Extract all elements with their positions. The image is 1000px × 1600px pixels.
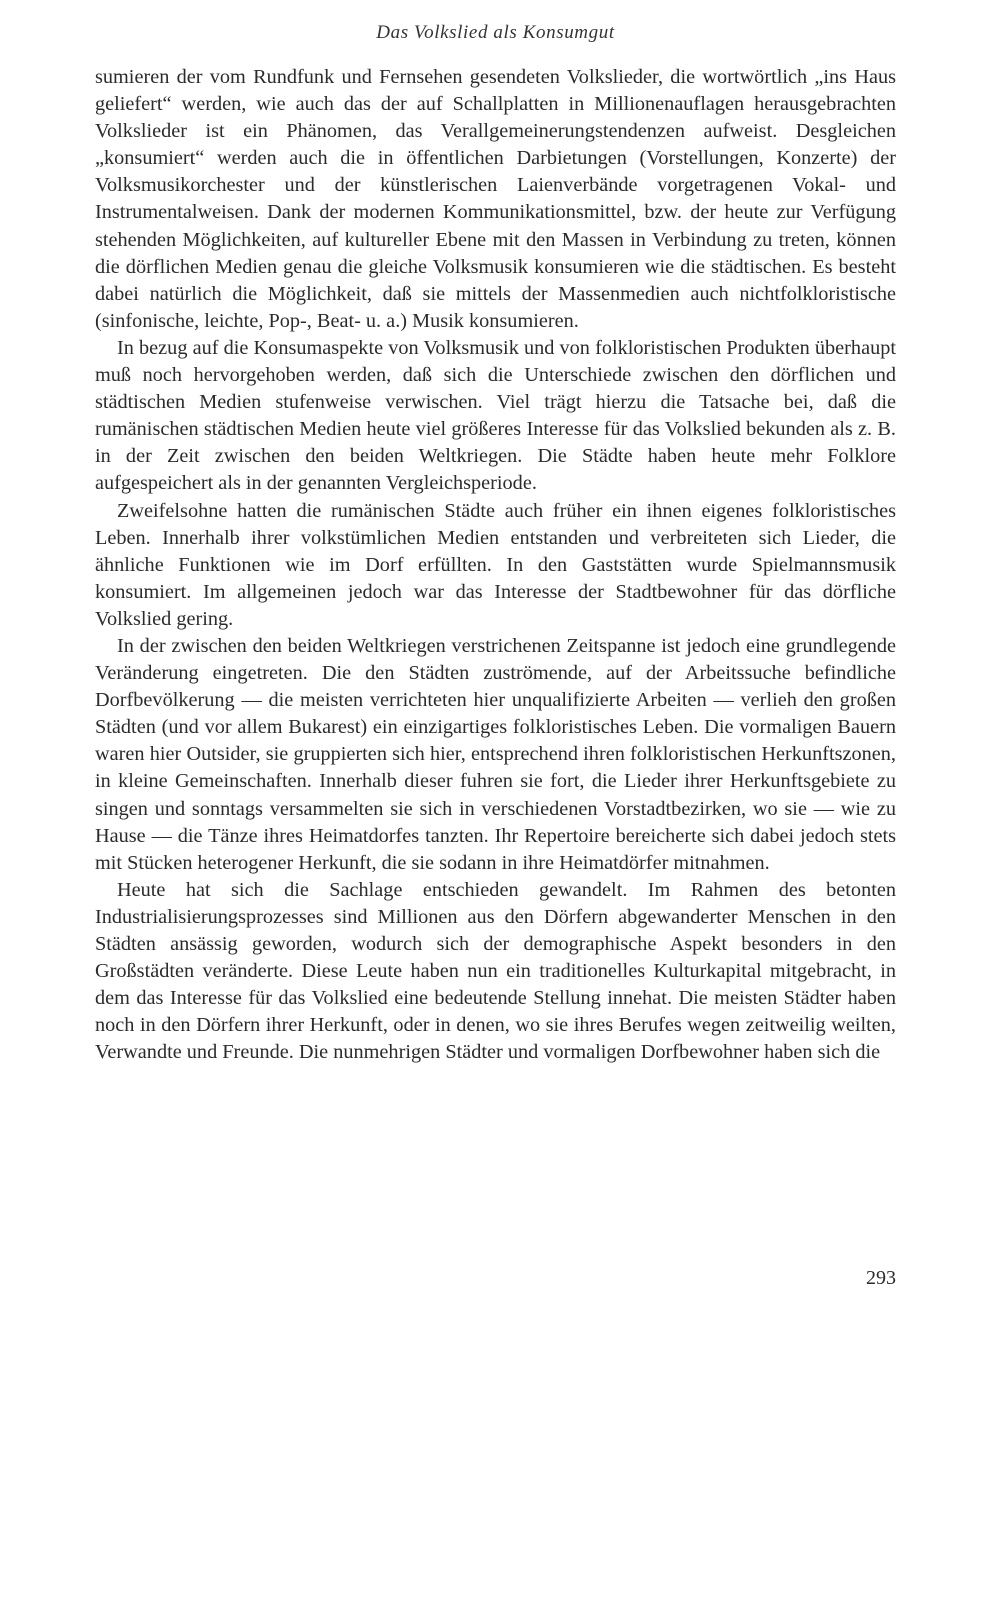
page-number: 293 — [866, 1267, 896, 1289]
body-text — [95, 64, 896, 1066]
running-head: Das Volkslied als Konsumgut — [376, 22, 615, 43]
paragraph: Heute hat sich die Sachlage entschieden gewandelt. Im Rahmen des betonten Industrialisierungsprozesses sind Millionen aus den Dörfern abgewanderter Menschen in den Städten ansässig geworden, wodurch sich der demographische Aspekt besonders in den Großstädten veränderte. Diese Leute haben nun ein traditionelles Kulturkapital mitgebracht, in dem das Interesse für das Volkslied eine bedeutende Stellung innehat. Die meisten Städter haben noch in den Dörfern ihrer Herkunft, oder in denen, wo sie ihres Berufes wegen zeitweilig weilten, Verwandte und Freunde. Die nunmehrigen Städter und vormaligen Dorfbewohner haben sich die — [95, 878, 896, 1064]
paragraph: In bezug auf die Konsumaspekte von Volksmusik und von folkloristischen Produkten überhaupt muß noch hervorgehoben werden, daß sich die Unterschiede zwischen den dörflichen und städtischen Medien stufenweise verwischen. Viel trägt hierzu die Tatsache bei, daß die rumänischen städtischen Medien heute viel größeres Interesse für das Volkslied bekunden als z. B. in der Zeit zwischen den beiden Weltkriegen. Die Städte haben heute mehr Folklore aufgespeichert als in der genannten Vergleichsperiode. — [95, 336, 896, 495]
book-page — [95, 0, 896, 1600]
paragraph: Zweifelsohne hatten die rumänischen Städte auch früher ein ihnen eigenes folkloristisches Leben. Innerhalb ihrer volkstümlichen Medien entstanden und verbreiteten sich Lieder, die ähnliche Funktionen wie im Dorf erfüllten. In den Gaststätten wurde Spielmannsmusik konsumiert. Im allgemeinen jedoch war das Interesse der Stadtbewohner für das dörfliche Volkslied gering. — [95, 499, 896, 630]
paragraph: In der zwischen den beiden Weltkriegen verstrichenen Zeitspanne ist jedoch eine grundlegende Veränderung eingetreten. Die den Städten zuströmende, auf der Arbeitssuche befindliche Dorfbevölkerung — die meisten verrichteten hier unqualifizierte Arbeiten — verlieh den großen Städten (und vor allem Bukarest) ein einzigartiges folkloristisches Leben. Die vormaligen Bauern waren hier Outsider, sie gruppierten sich hier, entsprechend ihren folkloristischen Herkunftszonen, in kleine Gemeinschaften. Innerhalb dieser fuhren sie fort, die Lieder ihrer Herkunftsgebiete zu singen und sonntags versammelten sie sich in verschiedenen Vorstadtbezirken, wo sie — wie zu Hause — die Tänze ihres Heimatdorfes tanzten. Ihr Repertoire bereicherte sich dabei jedoch stets mit Stücken heterogener Herkunft, die sie sodann in ihre Heimatdörfer mitnahmen. — [95, 634, 896, 874]
paragraph: sumieren der vom Rundfunk und Fernsehen gesendeten Volkslieder, die wortwörtlich „ins Haus geliefert“ werden, wie auch das der auf Schallplatten in Millionenauflagen herausgebrachten Volkslieder ist ein Phänomen, das Verallgemeinerungstendenzen aufweist. Desgleichen „konsumiert“ werden auch die in öffentlichen Darbietungen (Vorstellungen, Konzerte) der Volksmusikorchester und der künstlerischen Laienverbände vorgetragenen Vokal- und Instrumentalweisen. Dank der modernen Kommunikationsmittel, bzw. der heute zur Verfügung stehenden Möglichkeiten, auf kultureller Ebene mit den Massen in Verbindung zu treten, können die dörflichen Medien genau die gleiche Volksmusik konsumieren wie die städtischen. Es besteht dabei natürlich die Möglichkeit, daß sie mittels der Massenmedien auch nichtfolkloristische (sinfonische, leichte, Pop-, Beat- u. a.) Musik konsumieren. — [95, 66, 896, 332]
